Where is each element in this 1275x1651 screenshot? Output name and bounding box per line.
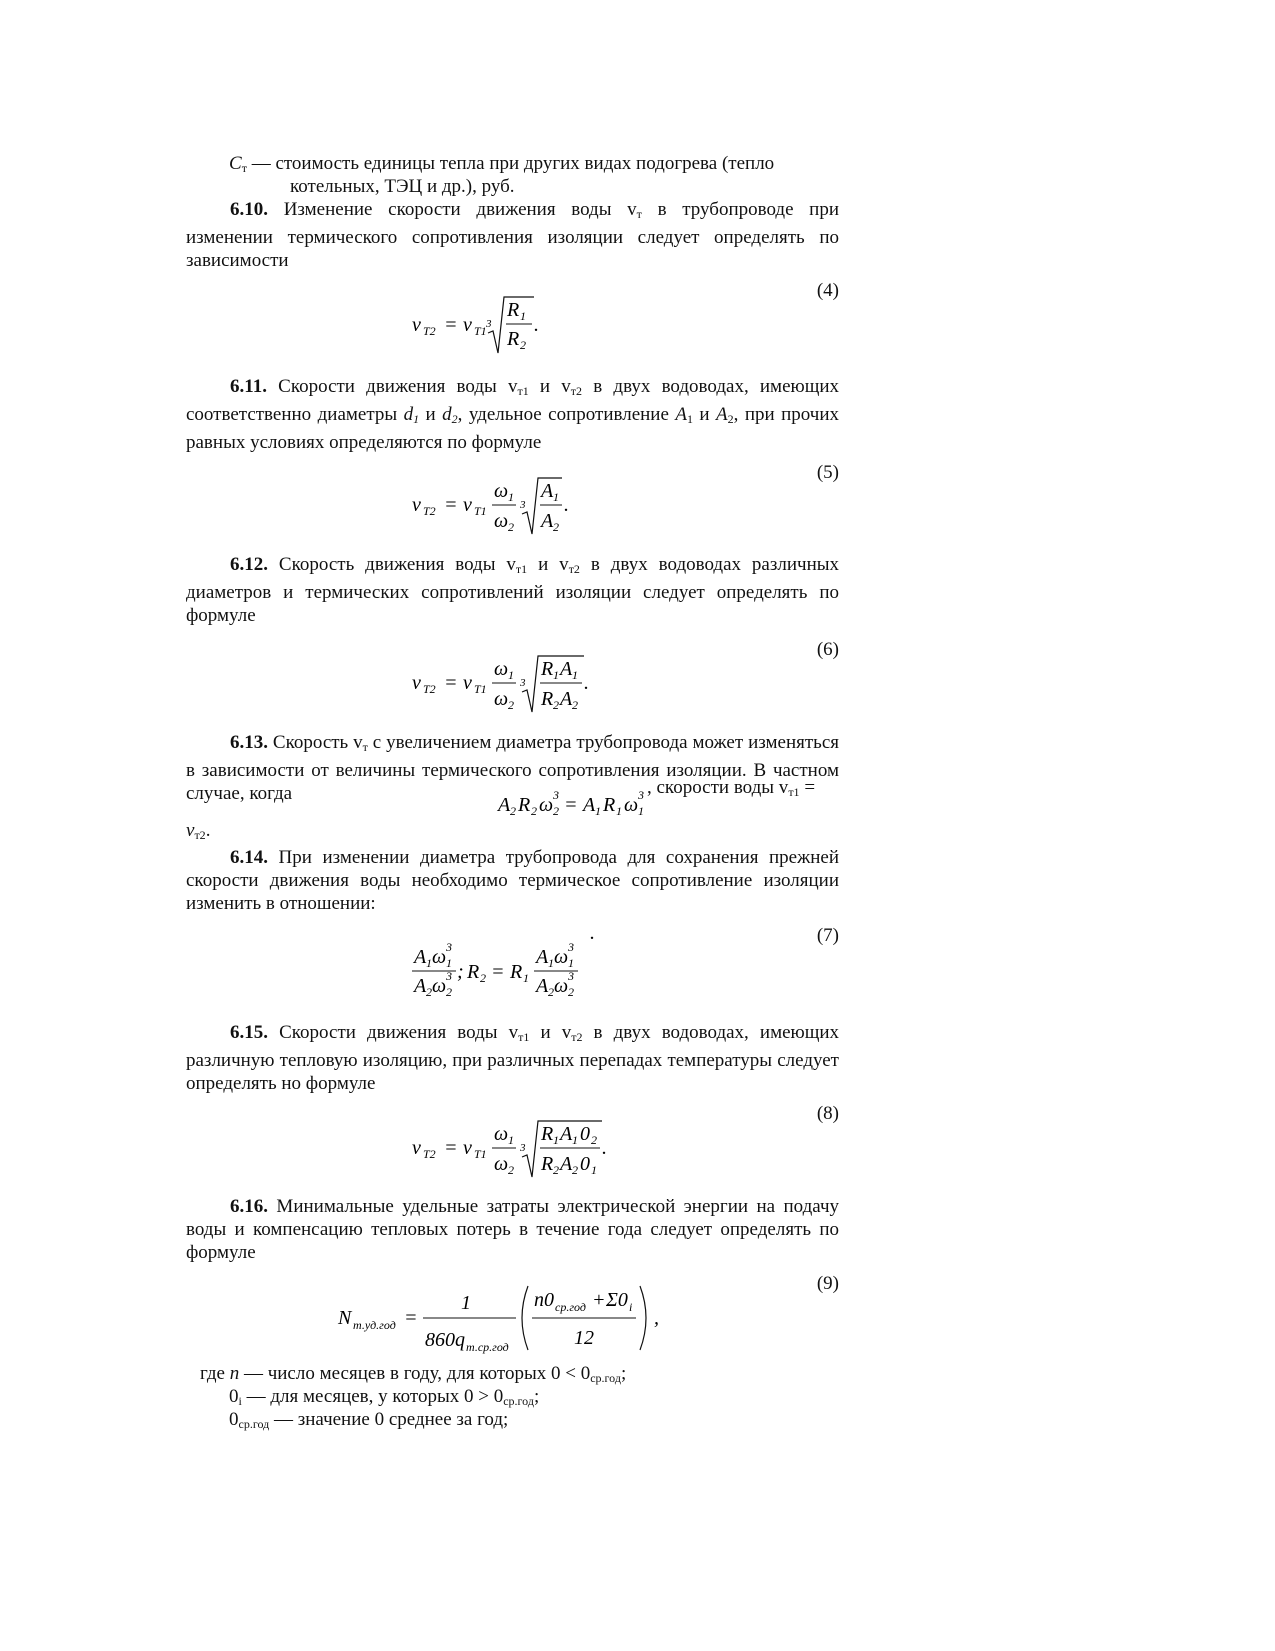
svg-text:1: 1: [426, 956, 432, 970]
svg-text:R: R: [507, 328, 520, 350]
formula-4: [410, 295, 560, 357]
paragraph-6-13-end: $v_{т2}$.: [186, 820, 211, 842]
svg-text:.: .: [584, 672, 589, 694]
svg-text:1: 1: [446, 956, 452, 970]
svg-text:1: 1: [508, 490, 514, 504]
svg-text:A: A: [541, 480, 554, 502]
svg-text:T2: T2: [423, 1147, 436, 1161]
equation-number-6: (6): [816, 639, 839, 660]
svg-text:1: 1: [553, 668, 559, 682]
svg-text:860: 860: [425, 1329, 455, 1351]
svg-text:R: R: [518, 794, 531, 816]
svg-text:A: A: [541, 510, 554, 532]
svg-text:.: .: [602, 1137, 607, 1159]
svg-text:T1: T1: [474, 324, 487, 338]
svg-text:R: R: [541, 688, 554, 710]
definition-ct-cont: котельных, ТЭЦ и др.), руб.: [290, 176, 515, 197]
svg-text:ω: ω: [432, 946, 447, 968]
equation-number-9: (9): [816, 1273, 839, 1294]
svg-text:2: 2: [568, 985, 574, 999]
svg-text:q: q: [455, 1329, 465, 1351]
svg-text:1: 1: [572, 1133, 578, 1147]
svg-text:2: 2: [508, 1163, 514, 1177]
svg-text:3: 3: [520, 1142, 526, 1154]
svg-text:ω: ω: [494, 510, 509, 532]
svg-text:2: 2: [426, 985, 432, 999]
svg-text:2: 2: [572, 1163, 578, 1177]
svg-text:ω: ω: [554, 946, 569, 968]
svg-text:v: v: [463, 672, 472, 694]
svg-text:2: 2: [553, 1163, 559, 1177]
svg-text:1: 1: [638, 804, 644, 818]
svg-text:2: 2: [572, 698, 578, 712]
svg-text:T2: T2: [423, 682, 436, 696]
svg-text:T1: T1: [474, 682, 487, 696]
svg-text:1: 1: [461, 1292, 471, 1314]
svg-text:0: 0: [580, 1153, 590, 1175]
svg-text:ω: ω: [624, 794, 639, 816]
svg-text:2: 2: [531, 804, 537, 818]
svg-text:3: 3: [446, 969, 452, 983]
svg-text:N: N: [338, 1307, 352, 1329]
svg-text:1: 1: [553, 1133, 559, 1147]
svg-text:1: 1: [508, 668, 514, 682]
paragraph-6-12: 6.12. Скорость движения воды $v_{т1}$ и $v_{т2}$ в двух водоводах различных диаметров и термических сопротивлений изоляции следует определять по формуле: [186, 554, 840, 626]
svg-text:ω: ω: [494, 1123, 509, 1145]
svg-text:=: =: [404, 1307, 418, 1329]
svg-text:ср.год: ср.год: [555, 1300, 586, 1314]
svg-text:R: R: [603, 794, 616, 816]
svg-text:1: 1: [616, 804, 622, 818]
formula-5: [410, 475, 590, 537]
svg-text:ω: ω: [539, 794, 554, 816]
formula-6: [410, 653, 610, 715]
svg-text:3: 3: [520, 677, 526, 689]
svg-text:=: =: [564, 794, 578, 816]
svg-text:т.ср.год: т.ср.год: [466, 1340, 509, 1354]
svg-text:ω: ω: [494, 658, 509, 680]
svg-text:.: .: [534, 314, 539, 336]
svg-text:i: i: [629, 1300, 633, 1314]
svg-text:3: 3: [568, 969, 574, 983]
paragraph-6-14: 6.14. При изменении диаметра трубопровода для сохранения прежней скорости движения воды необходимо термическое сопротивление изоляции изменить в отношении:: [186, 847, 840, 914]
svg-text:1: 1: [523, 971, 529, 985]
svg-text:A: A: [560, 1123, 573, 1145]
svg-text:2: 2: [553, 804, 559, 818]
svg-text:R: R: [467, 961, 480, 983]
formula-7: [410, 922, 600, 1005]
svg-text:v: v: [463, 494, 472, 516]
svg-text:=: =: [444, 314, 458, 336]
svg-text:A: A: [560, 1153, 573, 1175]
svg-text:ω: ω: [554, 975, 569, 997]
definition-ct: $C_т$ — стоимость единицы тепла при других видах подогрева (тепло: [229, 153, 775, 175]
svg-text:Σ0: Σ0: [606, 1289, 628, 1311]
svg-text:2: 2: [548, 985, 554, 999]
svg-text:2: 2: [446, 985, 452, 999]
svg-text:R: R: [541, 658, 554, 680]
svg-text:v: v: [463, 314, 472, 336]
svg-text:0: 0: [580, 1123, 590, 1145]
svg-text:v: v: [412, 1137, 421, 1159]
svg-text:A: A: [414, 946, 427, 968]
svg-text:T2: T2: [423, 504, 436, 518]
paragraph-6-16: 6.16. Минимальные удельные затраты электрической энергии на подачу воды и компенсацию тепловых потерь в течение года следует определять по формуле: [186, 1196, 839, 1263]
formula-8: [410, 1118, 620, 1180]
svg-text:2: 2: [508, 698, 514, 712]
svg-text:ω: ω: [494, 688, 509, 710]
svg-text:2: 2: [520, 338, 526, 352]
svg-text:v: v: [463, 1137, 472, 1159]
svg-text:v: v: [412, 672, 421, 694]
svg-text:A: A: [560, 658, 573, 680]
svg-text:=: =: [444, 494, 458, 516]
svg-text:1: 1: [591, 1163, 597, 1177]
svg-text:A: A: [560, 688, 573, 710]
svg-text:1: 1: [553, 490, 559, 504]
svg-text:3: 3: [520, 499, 526, 511]
svg-text:1: 1: [548, 956, 554, 970]
svg-text:n: n: [534, 1289, 544, 1311]
svg-text:.: .: [590, 922, 595, 944]
equation-number-8: (8): [816, 1103, 839, 1124]
svg-text:A: A: [498, 794, 511, 816]
definition-n: где n — число месяцев в году, для которых $0 < 0_{ср.год}$;: [200, 1363, 627, 1385]
svg-text:T1: T1: [474, 1147, 487, 1161]
equation-number-4: (4): [816, 280, 839, 301]
formula-9: [336, 1282, 666, 1354]
svg-text:R: R: [541, 1153, 554, 1175]
svg-text:2: 2: [553, 520, 559, 534]
svg-text:3: 3: [568, 940, 574, 954]
svg-text:R: R: [507, 299, 520, 321]
svg-text:,: ,: [654, 1307, 659, 1329]
svg-text:1: 1: [508, 1133, 514, 1147]
paragraph-6-13-tail: , скорости воды $v_{т1}$ =: [647, 777, 816, 799]
equation-number-5: (5): [816, 462, 839, 483]
svg-text:1: 1: [568, 956, 574, 970]
svg-text:+: +: [592, 1289, 606, 1311]
definition-0-avg: $0_{ср.год}$ — значение 0 среднее за год;: [229, 1409, 509, 1431]
svg-text:1: 1: [595, 804, 601, 818]
svg-text:A: A: [536, 946, 549, 968]
svg-text:12: 12: [574, 1327, 594, 1349]
svg-text:;: ;: [457, 961, 464, 983]
svg-text:3: 3: [486, 318, 492, 330]
svg-text:2: 2: [508, 520, 514, 534]
svg-text:R: R: [510, 961, 523, 983]
svg-text:1: 1: [572, 668, 578, 682]
svg-text:2: 2: [480, 971, 486, 985]
paragraph-6-11: 6.11. Скорости движения воды $v_{т1}$ и $v_{т2}$ в двух водоводах, имеющих соответственно диаметры $d_1$ и $d_2$, удельное сопротивление $A_1$ и $A_2$, при прочих равных условиях определяются по формуле: [186, 376, 840, 453]
paragraph-6-10: 6.10. Изменение скорости движения воды $v_т$ в трубопроводе при изменении термического сопротивления изоляции следует определять по зависимости: [186, 199, 840, 271]
definition-0i: $0_i$ — для месяцев, у которых $0 > 0_{ср.год}$;: [229, 1386, 540, 1408]
svg-text:v: v: [412, 494, 421, 516]
svg-text:A: A: [583, 794, 596, 816]
svg-text:1: 1: [520, 309, 526, 323]
svg-text:0: 0: [544, 1289, 554, 1311]
svg-text:2: 2: [510, 804, 516, 818]
formula-condition-6-13: [496, 786, 656, 820]
svg-text:T1: T1: [474, 504, 487, 518]
svg-text:т.уд.год: т.уд.год: [353, 1318, 396, 1332]
svg-text:3: 3: [638, 788, 644, 802]
svg-text:2: 2: [553, 698, 559, 712]
svg-text:=: =: [491, 961, 505, 983]
svg-text:3: 3: [446, 940, 452, 954]
svg-text:=: =: [444, 1137, 458, 1159]
svg-text:=: =: [444, 672, 458, 694]
svg-text:.: .: [564, 494, 569, 516]
equation-number-7: (7): [816, 925, 839, 946]
svg-text:R: R: [541, 1123, 554, 1145]
svg-text:ω: ω: [494, 1153, 509, 1175]
svg-text:3: 3: [553, 788, 559, 802]
svg-text:ω: ω: [494, 480, 509, 502]
svg-text:v: v: [412, 314, 421, 336]
svg-text:2: 2: [591, 1133, 597, 1147]
svg-text:T2: T2: [423, 324, 436, 338]
paragraph-6-13: 6.13. Скорость $v_т$ с увеличением диаметра трубопровода может изменяться в зависимости от величины термического сопротивления изоляции. В частном случае, когда: [186, 732, 839, 804]
svg-text:A: A: [414, 975, 427, 997]
svg-text:A: A: [536, 975, 549, 997]
paragraph-6-15: 6.15. Скорости движения воды $v_{т1}$ и $v_{т2}$ в двух водоводах, имеющих различную тепловую изоляцию, при различных перепадах температуры следует определять но формуле: [186, 1022, 840, 1094]
svg-text:ω: ω: [432, 975, 447, 997]
